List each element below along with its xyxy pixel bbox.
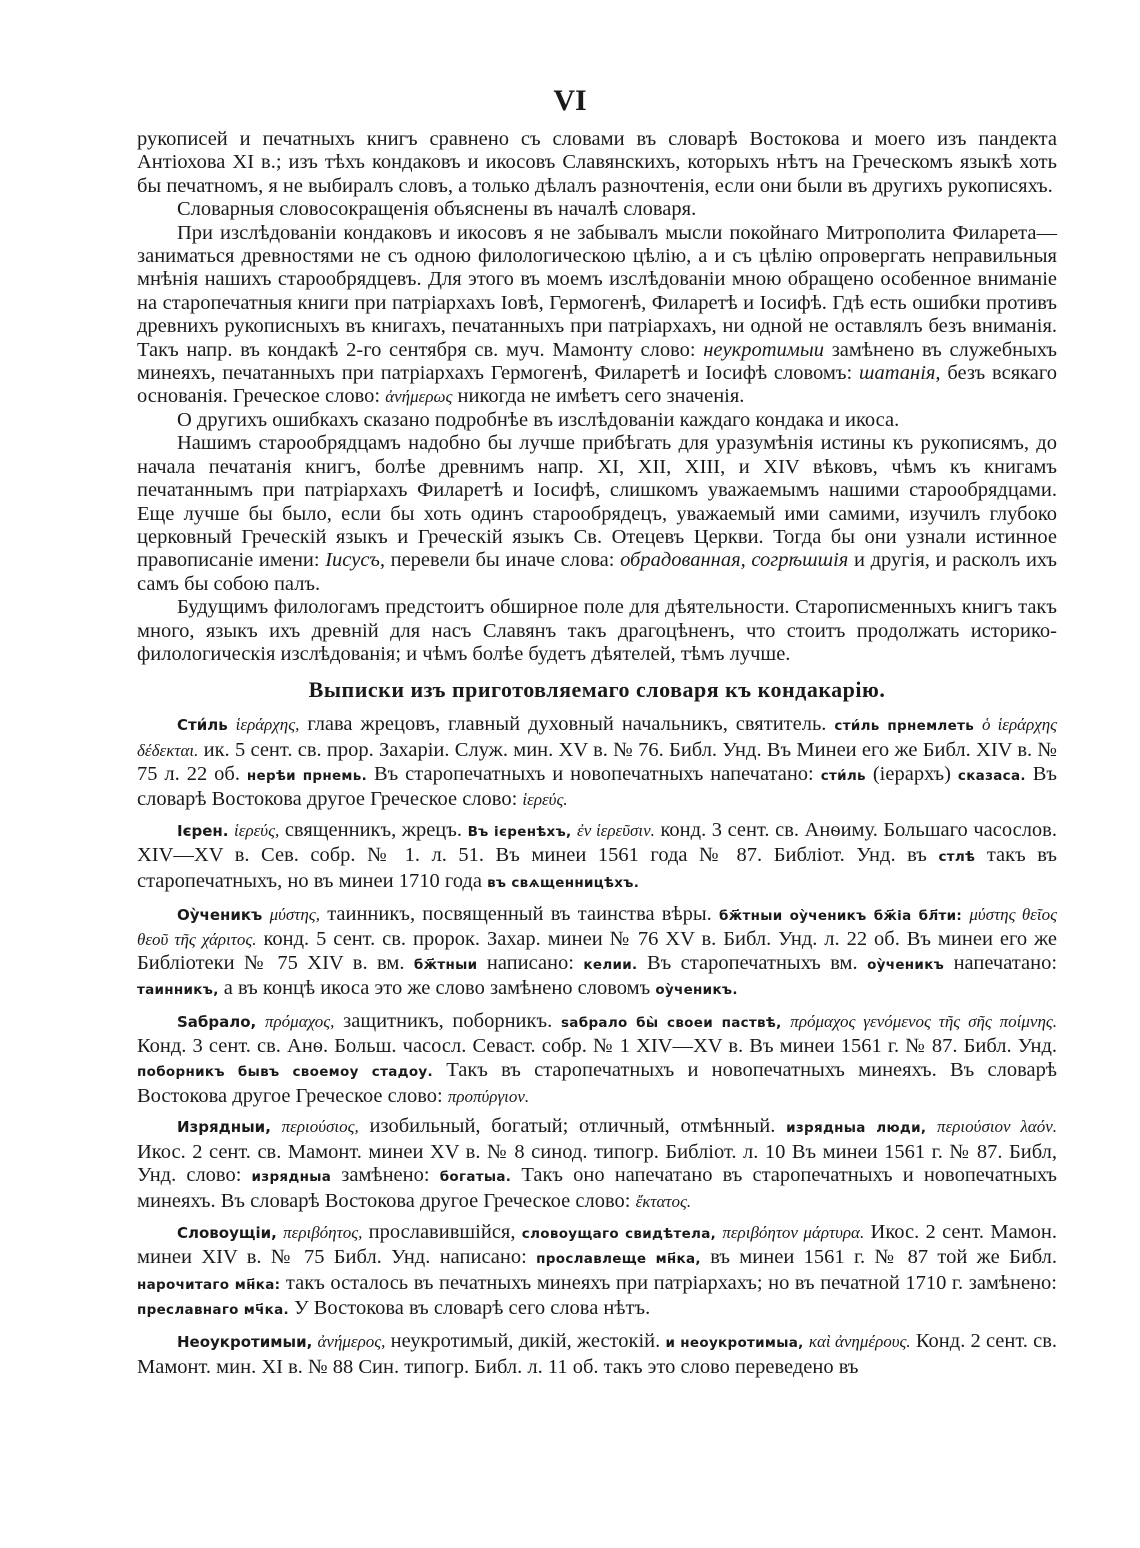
text-run: Въ старопечатныхъ и новопечатныхъ напечатано: <box>373 762 814 785</box>
italic-term: Іисусъ, <box>325 549 385 572</box>
text-run: глава жрецовъ, главный духовный начальникъ, святитель. <box>307 713 827 736</box>
text-run: напечатано: <box>953 951 1058 974</box>
text-run: и другія, и расколъ ихъ самъ бы собою палъ. <box>137 549 1057 595</box>
text-run: безъ всякаго основанія. Греческое слово: <box>137 362 1058 408</box>
entry-headword: Оу̀ченикъ <box>177 905 263 924</box>
greek-word: ἱεράρχης, <box>235 715 300 735</box>
greek-word: περιούσιον λαόν. <box>937 1117 1058 1137</box>
entry-headword: Ієрен. <box>177 821 229 840</box>
section-heading: Выписки изъ приготовляемаго словаря къ кондакарію. <box>308 677 886 703</box>
dictionary-entry <box>137 903 1057 1003</box>
italic-term: обрадованная, <box>620 549 746 572</box>
text-run: Въ словарѣ Востокова другое Греческое слово: <box>137 762 1057 811</box>
slavonic-quote: оу̀ченикъ <box>867 956 945 973</box>
text-run: конд. 5 сент. св. пророк. Захар. минеи № 76 XV в. Библ. Унд. л. 22 об. Въ минеи его же Библіотеки № 75 XIV в. вм. <box>137 928 1058 974</box>
text-run: никогда не имѣетъ сего значенія. <box>457 385 745 408</box>
text-run: конд. 3 сент. св. Анѳиму. Большаго часослов. XIV—XV в. Сев. собр. № 1. л. 51. Въ минеи 1561 года № 87. Библіот. Унд. въ <box>137 818 1057 867</box>
text-run: (іерархъ) <box>872 762 951 785</box>
dictionary-entry <box>137 713 1057 811</box>
slavonic-quote: сти́ль прнемлеть <box>834 718 975 735</box>
text-run: Въ старопечатныхъ вм. <box>646 951 858 974</box>
text-run: замѣнено: <box>341 1164 430 1187</box>
greek-word: ἀνήμερος, <box>317 1332 386 1351</box>
greek-word: μύστης, <box>269 904 320 924</box>
slavonic-quote: бж҃тныи оу̀ченикъ бж҃іа бл҃ти: <box>719 907 963 924</box>
slavonic-quote: ѕабрало бы̀ своеи паствѣ, <box>560 1014 782 1031</box>
text-run: въ минеи 1561 г. № 87 той же Библ. <box>710 1246 1058 1269</box>
italic-term: неукротимыи <box>703 338 824 361</box>
slavonic-quote: прославлеще мн҃ка, <box>536 1251 701 1268</box>
entry-headword: Словоущіи, <box>177 1223 277 1242</box>
text-run: Икос. 2 сент. Мамон. минеи XIV в. № 75 Библ. Унд. написано: <box>137 1220 1057 1269</box>
greek-word: ἀνήμερως <box>385 387 453 407</box>
entry-headword: Изрядныи, <box>177 1118 271 1137</box>
text-run: изобильный, богатый; отличный, отмѣнный. <box>369 1115 776 1138</box>
slavonic-quote: словоущаго свидѣтела, <box>521 1225 717 1242</box>
dictionary-entry <box>137 1115 1057 1213</box>
greek-word: πρόμαχος γενόμενος τῆς σῆς ποίμνης. <box>790 1011 1058 1031</box>
dictionary-entry <box>137 1221 1057 1323</box>
text-run: такъ въ старопечатныхъ, но въ минеи 1710 года <box>137 844 1058 892</box>
greek-word: ἱερεύς, <box>234 820 280 840</box>
paragraph-philaret <box>137 222 1057 409</box>
greek-word: ὁ ἱεράρχης δέδεκται. <box>137 715 1058 760</box>
slavonic-quote: преславнаго мч҃ка. <box>137 1302 289 1319</box>
paragraph-manuscripts: рукописей и печатныхъ книгъ сравнено съ словами въ словарѣ Востокова и моего изъ пандекта Антіохова XI в.; изъ тѣхъ кондаковъ и икосовъ Славянскихъ, которыхъ нѣтъ на Греческомъ языкѣ хоть бы печатномъ, я не выбиралъ словъ, а только дѣлалъ разночтенія, если они были въ другихъ рукописяхъ. <box>137 128 1057 197</box>
page-body <box>137 128 1057 1386</box>
paragraph-old-believers <box>137 432 1057 596</box>
slavonic-quote: стлѣ <box>938 849 976 866</box>
text-run: У Востокова въ словарѣ сего слова нѣтъ. <box>294 1297 651 1320</box>
slavonic-quote: оу̀ченикъ. <box>655 982 738 999</box>
text-run: перевели бы иначе слова: <box>390 549 615 572</box>
text-run: защитникъ, поборникъ. <box>343 1009 553 1032</box>
greek-word: περιβόητος, <box>283 1222 363 1242</box>
slavonic-quote: нерѣи прнемь. <box>246 767 368 784</box>
entry-headword: Ѕабрало, <box>177 1012 257 1031</box>
paragraph-future-philologists: Будущимъ филологамъ предстоитъ обширное поле для дѣятельности. Старописменныхъ книгъ такъ много, языкъ ихъ древній для насъ Славянъ такъ драгоцѣненъ, что стоитъ продолжать историко-филологическія изслѣдованія; и чѣмъ болѣе будетъ дѣятелей, тѣмъ лучше. <box>137 596 1057 665</box>
text-run: Такъ оно напечатано въ старопечатныхъ и новопечатныхъ минеяхъ. Въ словарѣ Востокова другое Греческое слово: <box>137 1164 1058 1213</box>
text-run: такъ осталось въ печатныхъ минеяхъ при патріархахъ; но въ печатной 1710 г. замѣнено: <box>285 1271 1058 1294</box>
entry-headword: Неоукротимыи, <box>177 1333 313 1351</box>
slavonic-quote: бж҃тныи <box>413 956 478 973</box>
slavonic-quote: таинникъ, <box>137 982 219 999</box>
slavonic-quote: и неоукротимыа, <box>665 1335 804 1351</box>
text-run: неукротимый, дикій, жестокій. <box>390 1330 661 1352</box>
italic-term: шатанія, <box>859 362 941 385</box>
greek-word: μύστης θεῖος θεοῦ τῆς χάριτος. <box>137 904 1058 950</box>
dictionary-entry <box>137 1330 1057 1379</box>
text-run: замѣнено въ служебныхъ минеяхъ, печатанныхъ при патріархахъ Гермогенѣ, Филаретѣ и Іосифѣ словомъ: <box>137 338 1057 385</box>
greek-word: καὶ ἀνημέρους. <box>808 1332 911 1351</box>
greek-word: ἐν ἱερεῦσιν. <box>577 820 655 840</box>
slavonic-quote: сказаса. <box>957 767 1026 784</box>
text-run: Нашимъ старообрядцамъ надобно бы лучше прибѣгать для уразумѣнія истины къ рукописямъ, до начала печатанія книгъ, болѣе древнимъ напр. XI, XII, XIII, и XIV вѣковъ, чѣмъ къ книгамъ печатаннымъ при патріархахъ Филаретѣ и Іосифѣ, слишкомъ уважаемымъ нашими старообрядцами. Еще лучше бы было, если бы хоть одинъ старообрядецъ, уважаемый ими самими, изучилъ глубоко церковный Греческій языкъ и Греческій языкъ Св. Отецевъ Церкви. Тогда бы они узнали истинное правописаніе имени: <box>137 432 1057 572</box>
slavonic-quote: нарочитаго мн҃ка: <box>137 1276 281 1293</box>
slavonic-quote: изрядныа люди, <box>786 1120 927 1137</box>
text-run: таинникъ, посвященный въ таинства вѣры. <box>327 902 712 925</box>
slavonic-quote: поборникъ бывъ своемоу стадоу. <box>137 1064 433 1081</box>
text-run: прославившійся, <box>368 1220 516 1243</box>
slavonic-quote: изрядныа <box>251 1169 332 1186</box>
text-run: Такъ въ старопечатныхъ и новопечатныхъ минеяхъ. Въ словарѣ Востокова другое Греческое слово: <box>137 1059 1057 1107</box>
slavonic-quote: сти́ль <box>820 767 866 784</box>
text-run: При изслѣдованіи кондаковъ и икосовъ я не забывалъ мысли покойнаго Митрополита Филарета— заниматься древностями не съ одною филологическою цѣлію, а и съ цѣлію опровергать неправильныя мнѣнія нашихъ старообрядцевъ. Для этого въ моемъ изслѣдованіи мною обращено особенное вниманіе на старопечатныя книги при патріархахъ Іовѣ, Гермогенѣ, Филаретѣ и Іосифѣ. Гдѣ есть ошибки противъ древнихъ рукописныхъ въ книгахъ, печатанныхъ при патріархахъ, ни одной не оставлялъ безъ вниманія. Такъ напр. въ кондакѣ 2-го сентября св. муч. Мамонту слово: <box>137 221 1057 361</box>
page-number: VI <box>553 84 587 117</box>
paragraph-errors: О другихъ ошибкахъ сказано подробнѣе въ изслѣдованіи каждаго кондака и икоса. <box>177 408 900 431</box>
greek-word: ἔκτατος. <box>635 1192 692 1212</box>
slavonic-quote: Въ ієренѣхъ, <box>467 823 572 840</box>
greek-word: προπύργιον. <box>447 1086 530 1106</box>
dictionary-entry <box>137 1010 1057 1108</box>
greek-word: πρόμαχος, <box>265 1011 335 1031</box>
text-run: священникъ, жрецъ. <box>284 818 463 841</box>
slavonic-quote: богатыа. <box>439 1169 512 1186</box>
text-run: ик. 5 сент. св. прор. Захаріи. Служ. мин. XV в. № 76. Библ. Унд. Въ Минеи его же Библ. XIV в. № 75 л. 22 об. <box>137 738 1057 785</box>
text-run: а въ концѣ икоса это же слово замѣнено словомъ <box>223 977 651 1000</box>
paragraph-abbreviations: Словарныя словосокращенія объяснены въ началѣ словаря. <box>177 198 697 221</box>
italic-term: согрѣшшія <box>751 549 849 572</box>
slavonic-quote: келии. <box>583 956 638 973</box>
greek-word: ἱερεύς. <box>522 790 568 810</box>
text-run: Икос. 2 сент. св. Мамонт. минеи XV в. № 8 синод. типогр. Библіот. л. 10 Въ минеи 1561 г. № 87. Библ, Унд. слово: <box>137 1140 1057 1187</box>
greek-word: περιούσιος, <box>281 1117 359 1137</box>
entry-headword: Сти́ль <box>177 716 228 735</box>
dictionary-entry <box>137 819 1057 896</box>
slavonic-quote: въ свѧщенницѣхъ. <box>487 874 640 891</box>
greek-word: περιβόητον μάρτυρα. <box>722 1222 865 1242</box>
text-run: Конд. 2 сент. св. Мамонт. мин. XI в. № 88 Син. типогр. Библ. л. 11 об. такъ это слово переведено въ <box>137 1330 1058 1378</box>
text-run: Конд. 3 сент. св. Анѳ. Больш. часосл. Севаст. собр. № 1 XIV—XV в. Въ минеи 1561 г. № 87. Библ. Унд. <box>137 1035 1057 1058</box>
text-run: написано: <box>486 951 574 974</box>
